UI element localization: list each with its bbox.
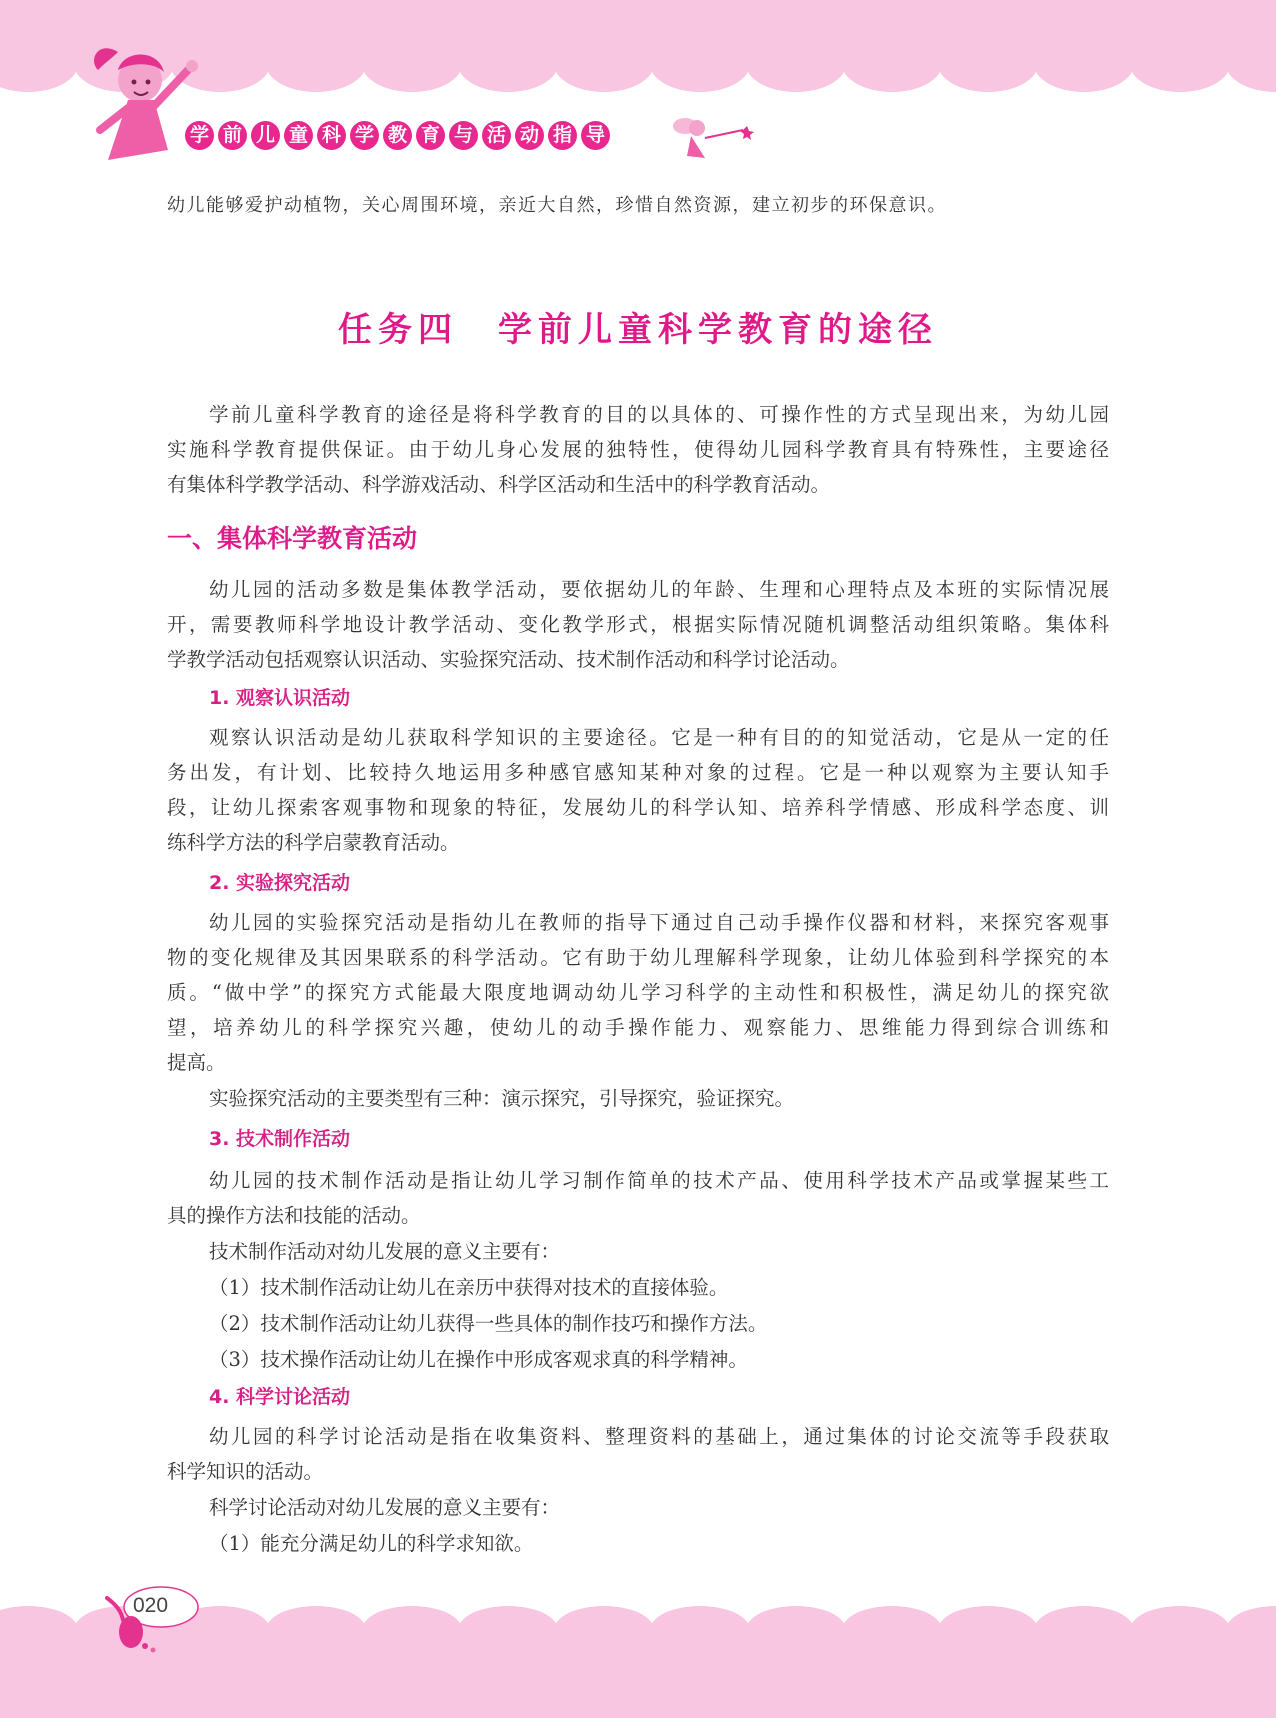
- book-title-char: 导: [581, 121, 610, 150]
- book-title: [185, 121, 610, 150]
- intro-line: 幼儿能够爱护动植物，关心周围环境，亲近大自然，珍惜自然资源，建立初步的环保意识。: [167, 195, 947, 216]
- paragraph-line: 实施科学教育提供保证。由于幼儿身心发展的独特性，使得幼儿园科学教育具有特殊性，主要途径: [167, 438, 1109, 461]
- paragraph-line: 幼儿园的活动多数是集体教学活动，要依据幼儿的年龄、生理和心理特点及本班的实际情况展: [209, 578, 1109, 601]
- girl-illustration: [88, 40, 208, 170]
- task-heading: 任务四 学前儿童科学教育的途径: [338, 310, 938, 350]
- paragraph-line: 科学知识的活动。: [167, 1460, 324, 1483]
- subsection-heading: 4. 科学讨论活动: [209, 1386, 351, 1408]
- book-title-char: 学: [350, 121, 379, 150]
- book-title-char: 指: [548, 121, 577, 150]
- paragraph-line: 学前儿童科学教育的途径是将科学教育的目的以具体的、可操作性的方式呈现出来，为幼儿园: [209, 403, 1109, 426]
- subsection-heading: 1. 观察认识活动: [209, 687, 351, 709]
- subsection-heading: 2. 实验探究活动: [209, 872, 351, 894]
- paragraph-line: 幼儿园的技术制作活动是指让幼儿学习制作简单的技术产品、使用科学技术产品或掌握某些工: [209, 1169, 1109, 1192]
- book-title-char: 科: [317, 121, 346, 150]
- paragraph-line: 学教学活动包括观察认识活动、实验探究活动、技术制作活动和科学讨论活动。: [167, 648, 850, 671]
- page-number: 020: [133, 1594, 169, 1617]
- fairy-illustration: [665, 108, 755, 168]
- paragraph-line: 有集体科学教学活动、科学游戏活动、科学区活动和生活中的科学教育活动。: [167, 473, 831, 496]
- list-item: （1）技术制作活动让幼儿在亲历中获得对技术的直接体验。: [209, 1276, 729, 1299]
- list-item: （2）技术制作活动让幼儿获得一些具体的制作技巧和操作方法。: [209, 1312, 768, 1335]
- book-title-char: 育: [416, 121, 445, 150]
- paragraph-line: 具的操作方法和技能的活动。: [167, 1204, 421, 1227]
- paragraph-line: 科学讨论活动对幼儿发展的意义主要有：: [209, 1496, 561, 1519]
- paragraph-line: 幼儿园的实验探究活动是指幼儿在教师的指导下通过自己动手操作仪器和材料，来探究客观事: [209, 911, 1109, 934]
- paragraph-line: 提高。: [167, 1051, 226, 1074]
- paragraph-line: 练科学方法的科学启蒙教育活动。: [167, 831, 460, 854]
- paragraph-line: 望，培养幼儿的科学探究兴趣，使幼儿的动手操作能力、观察能力、思维能力得到综合训练和: [167, 1016, 1109, 1039]
- paragraph-line: 物的变化规律及其因果联系的科学活动。它有助于幼儿理解科学现象，让幼儿体验到科学探究的本: [167, 946, 1109, 969]
- section-heading: 一、集体科学教育活动: [167, 524, 418, 553]
- list-item: （3）技术操作活动让幼儿在操作中形成客观求真的科学精神。: [209, 1348, 748, 1371]
- book-title-char: 前: [218, 121, 247, 150]
- paragraph-line: 幼儿园的科学讨论活动是指在收集资料、整理资料的基础上，通过集体的讨论交流等手段获取: [209, 1425, 1109, 1448]
- book-title-char: 教: [383, 121, 412, 150]
- subsection-heading: 3. 技术制作活动: [209, 1128, 351, 1150]
- book-title-char: 学: [185, 121, 214, 150]
- paragraph-line: 技术制作活动对幼儿发展的意义主要有：: [209, 1240, 561, 1263]
- paragraph-line: 质。“做中学”的探究方式能最大限度地调动幼儿学习科学的主动性和积极性，满足幼儿的探究欲: [167, 981, 1109, 1004]
- book-title-char: 动: [515, 121, 544, 150]
- paragraph-line: 务出发，有计划、比较持久地运用多种感官感知某种对象的过程。它是一种以观察为主要认知手: [167, 761, 1109, 784]
- paragraph-line: 实验探究活动的主要类型有三种：演示探究，引导探究，验证探究。: [209, 1087, 795, 1110]
- paragraph-line: 段，让幼儿探索客观事物和现象的特征，发展幼儿的科学认知、培养科学情感、形成科学态度、训: [167, 796, 1109, 819]
- list-item: （1）能充分满足幼儿的科学求知欲。: [209, 1532, 534, 1555]
- book-title-char: 童: [284, 121, 313, 150]
- book-title-char: 与: [449, 121, 478, 150]
- paragraph-line: 开，需要教师科学地设计教学活动、变化教学形式，根据实际情况随机调整活动组织策略。集体科: [167, 613, 1109, 636]
- book-title-char: 活: [482, 121, 511, 150]
- paragraph-line: 观察认识活动是幼儿获取科学知识的主要途径。它是一种有目的的知觉活动，它是从一定的任: [209, 726, 1109, 749]
- book-title-char: 儿: [251, 121, 280, 150]
